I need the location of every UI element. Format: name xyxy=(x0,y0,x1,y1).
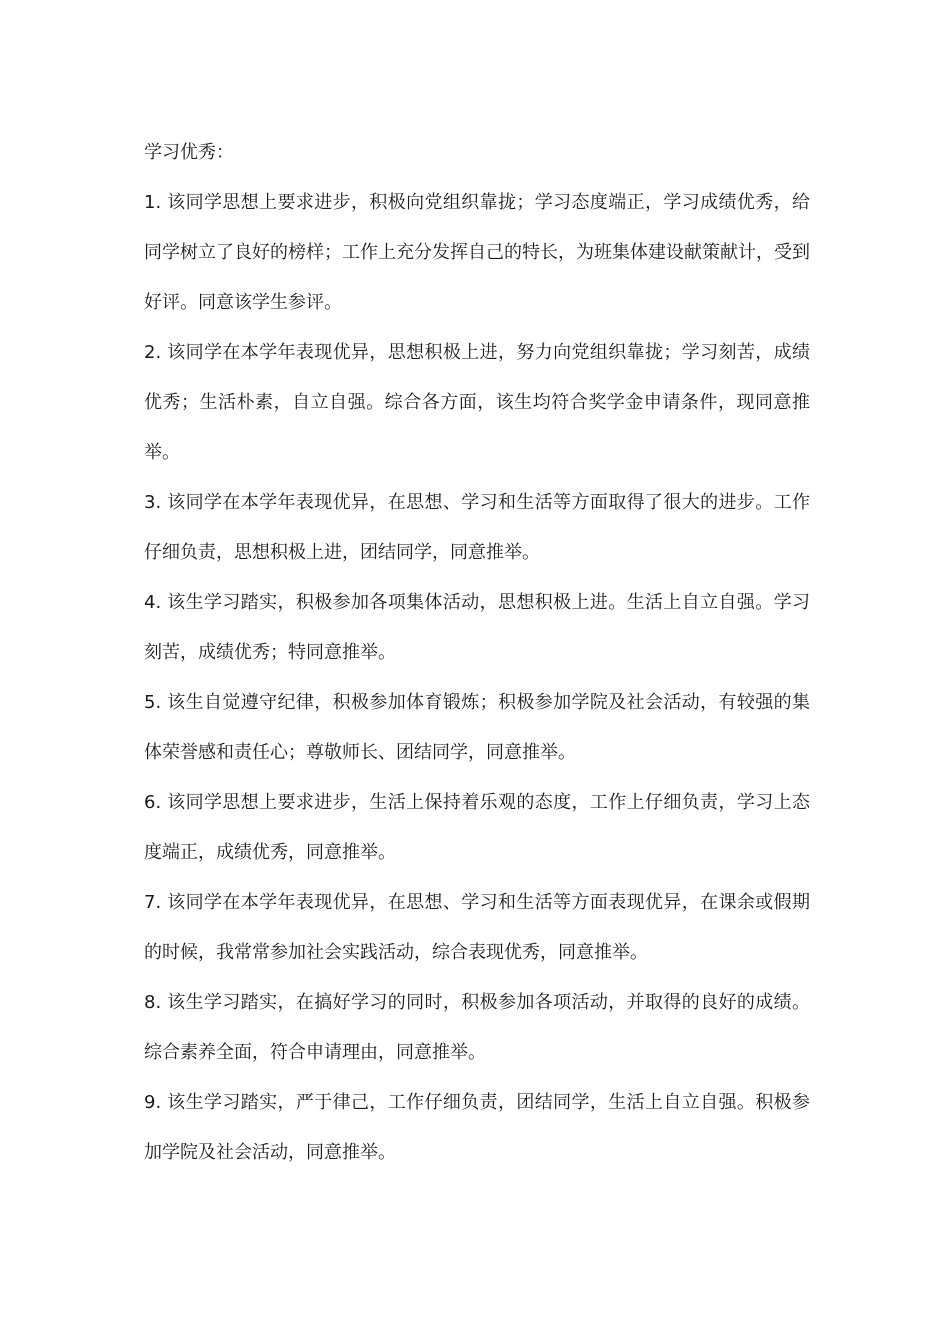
list-item-8: 8. 该生学习踏实，在搞好学习的同时，积极参加各项活动，并取得的良好的成绩。综合素养全面，符合申请理由，同意推举。 xyxy=(144,992,810,1063)
list-item-5: 5. 该生自觉遵守纪律，积极参加体育锻炼；积极参加学院及社会活动，有较强的集体荣誉感和责任心；尊敬师长、团结同学，同意推举。 xyxy=(144,692,810,763)
list-item-7: 7. 该同学在本学年表现优异，在思想、学习和生活等方面表现优异，在课余或假期的时候，我常常参加社会实践活动，综合表现优秀，同意推举。 xyxy=(144,892,810,963)
list-item-3: 3. 该同学在本学年表现优异，在思想、学习和生活等方面取得了很大的进步。工作仔细负责，思想积极上进，团结同学，同意推举。 xyxy=(144,492,810,563)
list-item-1: 1. 该同学思想上要求进步，积极向党组织靠拢；学习态度端正，学习成绩优秀，给同学树立了良好的榜样；工作上充分发挥自己的特长，为班集体建设献策献计，受到好评。同意该学生参评。 xyxy=(144,192,810,313)
list-item-9: 9. 该生学习踏实，严于律己，工作仔细负责，团结同学，生活上自立自强。积极参加学院及社会活动，同意推举。 xyxy=(144,1092,810,1163)
list-item-6: 6. 该同学思想上要求进步，生活上保持着乐观的态度，工作上仔细负责，学习上态度端正，成绩优秀，同意推举。 xyxy=(144,792,810,863)
list-item-2: 2. 该同学在本学年表现优异，思想积极上进，努力向党组织靠拢；学习刻苦，成绩优秀；生活朴素，自立自强。综合各方面，该生均符合奖学金申请条件，现同意推举。 xyxy=(144,342,810,463)
document-body xyxy=(144,128,810,1178)
list-item-4: 4. 该生学习踏实，积极参加各项集体活动，思想积极上进。生活上自立自强。学习刻苦，成绩优秀；特同意推举。 xyxy=(144,592,810,663)
section-heading: 学习优秀： xyxy=(144,142,234,163)
